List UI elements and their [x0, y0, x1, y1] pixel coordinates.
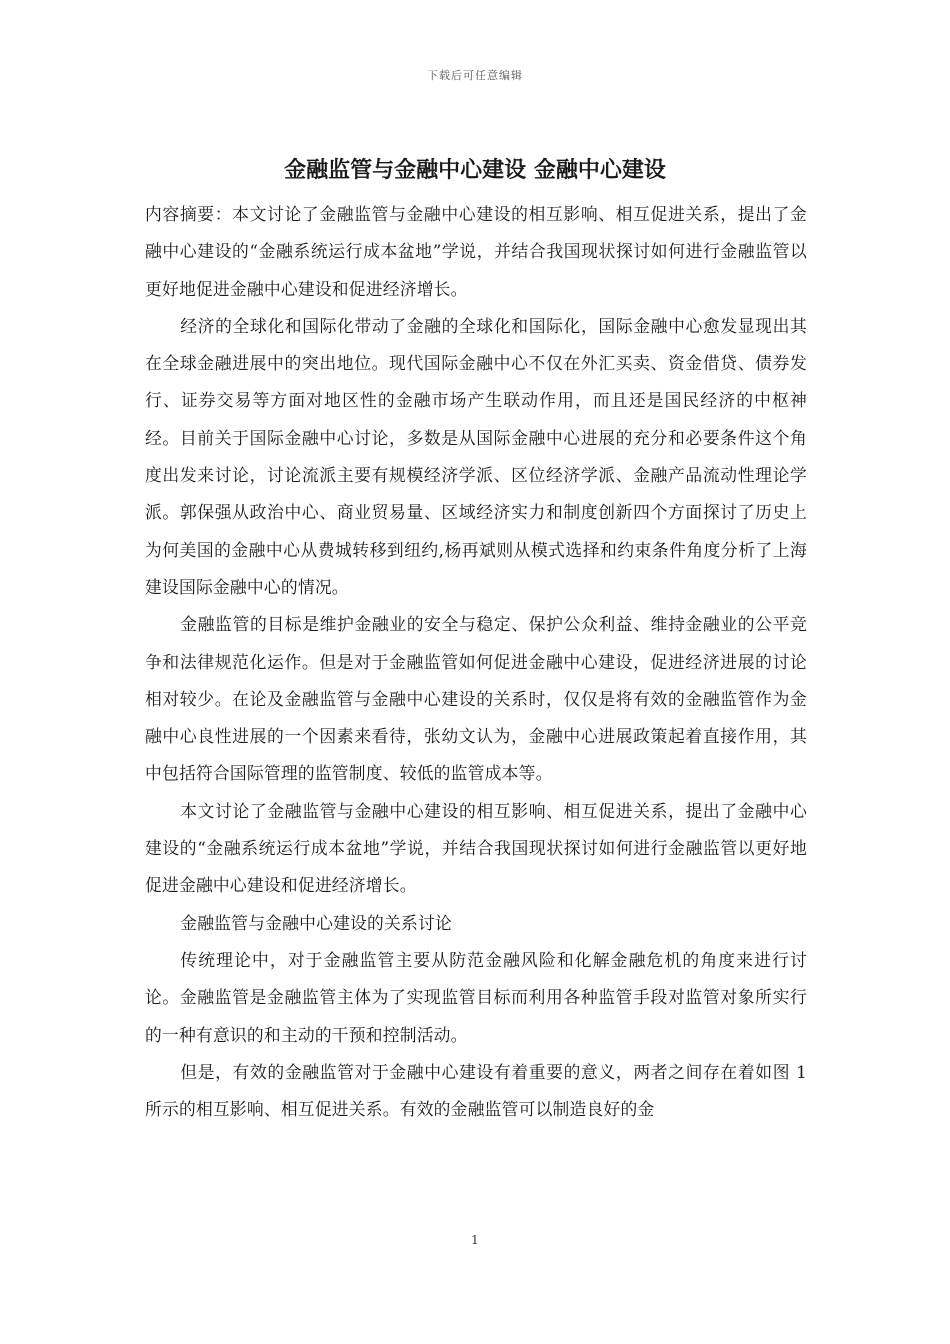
document-title: 金融监管与金融中心建设 金融中心建设	[284, 158, 666, 183]
body-paragraph: 传统理论中，对于金融监管主要从防范金融风险和化解金融危机的角度来进行讨论。金融监管是金融监管主体为了实现监管目标而利用各种监管手段对监管对象所实行的一种有意识的和主动的干预和控制活动。	[145, 949, 807, 1045]
body-paragraph: 经济的全球化和国际化带动了金融的全球化和国际化，国际金融中心愈发显现出其在全球金融进展中的突出地位。现代国际金融中心不仅在外汇买卖、资金借贷、债券发行、证券交易等方面对地区性的金融市场产生联动作用，而且还是国民经济的中枢神经。目前关于国际金融中心讨论，多数是从国际金融中心进展的充分和必要条件这个角度出发来讨论，讨论流派主要有规模经济学派、区位经济学派、金融产品流动性理论学派。郭保强从政治中心、商业贸易量、区域经济实力和制度创新四个方面探讨了历史上为何美国的金融中心从费城转移到纽约,杨再斌则从模式选择和约束条件角度分析了上海建设国际金融中心的情况。	[145, 315, 807, 597]
body-paragraph: 本文讨论了金融监管与金融中心建设的相互影响、相互促进关系，提出了金融中心建设的“金融系统运行成本盆地”学说，并结合我国现状探讨如何进行金融监管以更好地促进金融中心建设和促进经济增长。	[145, 800, 807, 896]
document-body	[145, 196, 807, 1128]
body-paragraph: 金融监管的目标是维护金融业的安全与稳定、保护公众利益、维持金融业的公平竞争和法律规范化运作。但是对于金融监管如何促进金融中心建设，促进经济进展的讨论相对较少。在论及金融监管与金融中心建设的关系时，仅仅是将有效的金融监管作为金融中心良性进展的一个因素来看待，张幼文认为，金融中心进展政策起着直接作用，其中包括符合国际管理的监管制度、较低的监管成本等。	[145, 614, 807, 784]
page-number: 1	[471, 1233, 479, 1247]
body-paragraph: 但是，有效的金融监管对于金融中心建设有着重要的意义，两者之间存在着如图 1 所示的相互影响、相互促进关系。有效的金融监管可以制造良好的金	[145, 1061, 807, 1120]
section-heading: 金融监管与金融中心建设的关系讨论	[180, 912, 452, 933]
abstract-paragraph: 内容摘要：本文讨论了金融监管与金融中心建设的相互影响、相互促进关系，提出了金融中心建设的“金融系统运行成本盆地”学说，并结合我国现状探讨如何进行金融监管以更好地促进金融中心建设和促进经济增长。	[145, 204, 807, 299]
header-note: 下载后可任意编辑	[427, 69, 523, 82]
